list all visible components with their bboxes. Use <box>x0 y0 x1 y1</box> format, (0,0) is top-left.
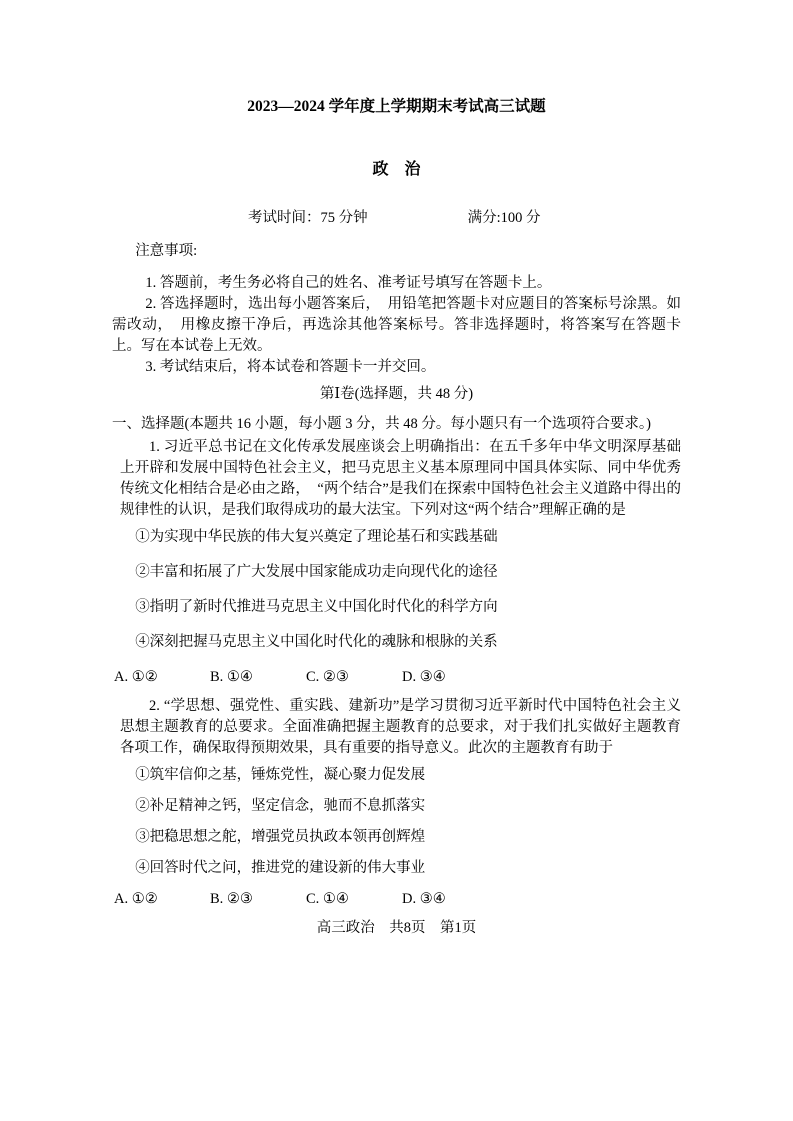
question-1 <box>112 437 681 688</box>
question-2-option-3: ③把稳思想之舵，增强党员执政本领再创辉煌 <box>135 829 426 845</box>
question-2-choices <box>114 889 681 910</box>
question-2-option-1: ①筑牢信仰之基，锤炼党性，凝心聚力促发展 <box>135 767 426 783</box>
question-1-choice-d: D. ③④ <box>402 669 446 685</box>
question-2-choice-c: C. ①④ <box>306 891 349 907</box>
question-1-option-2: ②丰富和拓展了广大发展中国家能成功走向现代化的途径 <box>135 564 498 580</box>
question-1-choice-a: A. ①② <box>114 669 158 685</box>
exam-duration: 考试时间：75 分钟 <box>248 210 368 226</box>
question-1-option-1: ①为实现中华民族的伟大复兴奠定了理论基石和实践基础 <box>135 529 498 545</box>
section-instruction: 一、选择题(本题共 16 小题，每小题 3 分，共 48 分。每小题只有一个选项符合要求。) <box>112 416 651 432</box>
question-1-option-4: ④深刻把握马克思主义中国化时代化的魂脉和根脉的关系 <box>135 634 498 650</box>
exam-subject: 政 治 <box>372 161 421 178</box>
exam-title: 2023—2024 学年度上学期期末考试高三试题 <box>247 98 546 115</box>
question-1-choice-c: C. ②③ <box>306 669 349 685</box>
page-footer: 高三政治 共8页 第1页 <box>316 920 477 936</box>
question-2-choice-a: A. ①② <box>114 891 158 907</box>
question-2-stem: 2. “学思想、强党性、重实践、建新功”是学习贯彻习近平新时代中国特色社会主义思想主题教育的总要求。全面准确把握主题教育的总要求，对于我们扎实做好主题教育各项工作，确保取得预期效果，具有重要的指导意义。此次的主题教育有助于 <box>120 698 681 756</box>
exam-total-score: 满分:100 分 <box>467 210 541 226</box>
question-1-stem: 1. 习近平总书记在文化传承发展座谈会上明确指出：在五千多年中华文明深厚基础上开辟和发展中国特色社会主义，把马克思主义基本原理同中国具体实际、同中华优秀传统文化相结合是必由之路， “两个结合”是我们在探索中国特色社会主义道路中得出的规律性的认识，是我们取得成功的最大法宝。下列对这“两个结合”理解正确的是 <box>120 439 681 518</box>
notice-item-1: 1. 答题前，考生务必将自己的姓名、准考证号填写在答题卡上。 <box>145 275 552 291</box>
question-2 <box>112 696 681 910</box>
question-2-option-4: ④回答时代之问，推进党的建设新的伟大事业 <box>135 860 426 876</box>
volume-title: 第Ⅰ卷(选择题，共 48 分) <box>319 386 474 402</box>
question-2-option-2: ②补足精神之钙，坚定信念，驰而不息抓落实 <box>135 798 426 814</box>
notice-heading: 注意事项: <box>135 243 198 259</box>
notice-item-3: 3. 考试结束后，将本试卷和答题卡一并交回。 <box>145 359 436 375</box>
exam-meta-row <box>112 208 681 229</box>
question-2-choice-b: B. ②③ <box>210 891 253 907</box>
question-2-choice-d: D. ③④ <box>402 891 446 907</box>
notice-item-2: 2. 答选择题时，选出每小题答案后， 用铅笔把答题卡对应题目的答案标号涂黑。如需改动， 用橡皮擦干净后，再选涂其他答案标号。答非选择题时，将答案写在答题卡上。写在本试卷上无效。 <box>112 296 681 354</box>
question-1-choices <box>114 667 681 688</box>
question-1-choice-b: B. ①④ <box>210 669 253 685</box>
question-1-option-3: ③指明了新时代推进马克思主义中国化时代化的科学方向 <box>135 599 498 615</box>
